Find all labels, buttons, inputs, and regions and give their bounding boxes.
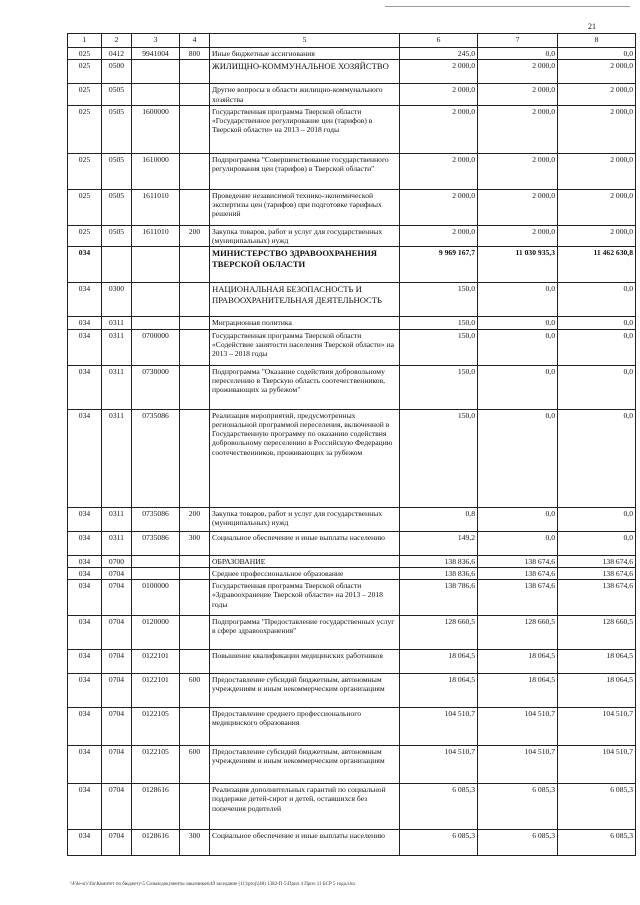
target-article-cell xyxy=(132,283,180,317)
table-row xyxy=(68,283,636,317)
target-article-cell xyxy=(132,555,180,567)
amount-2016-cell: 18 064,5 xyxy=(558,674,636,708)
target-article-cell xyxy=(132,567,180,579)
name-cell: Миграционная политика xyxy=(210,317,400,329)
table-body xyxy=(68,48,636,856)
amount-2015-cell: 138 674,6 xyxy=(478,567,558,579)
table-row xyxy=(68,48,636,60)
amount-2016-cell: 2 000,0 xyxy=(558,153,636,189)
name-cell: Реализация дополнительных гарантий по социальной поддержке детей-сирот и детей, оставшихся без попечения родителей xyxy=(210,784,400,830)
name-cell: Среднее профессиональное образование xyxy=(210,567,400,579)
amount-2015-cell: 0,0 xyxy=(478,531,558,555)
target-article-cell: 0700000 xyxy=(132,329,180,365)
ministry-code-cell: 034 xyxy=(68,580,102,616)
section-code-cell: 0412 xyxy=(102,48,132,60)
ministry-code-cell: 025 xyxy=(68,153,102,189)
target-article-cell: 0735086 xyxy=(132,507,180,531)
expense-type-cell xyxy=(180,84,210,106)
table-row xyxy=(68,329,636,365)
amount-2014-cell: 150,0 xyxy=(400,329,478,365)
section-code-cell: 0704 xyxy=(102,674,132,708)
table-row xyxy=(68,365,636,409)
amount-2014-cell: 18 064,5 xyxy=(400,650,478,674)
target-article-cell: 0122105 xyxy=(132,746,180,784)
name-cell: Проведение независимой технико-экономической экспертизы цен (тарифов) при подготовке тарифных решений xyxy=(210,189,400,225)
amount-2015-cell: 0,0 xyxy=(478,507,558,531)
table-row xyxy=(68,616,636,650)
section-code-cell: 0300 xyxy=(102,283,132,317)
section-code-cell xyxy=(102,247,132,283)
amount-2015-cell: 2 000,0 xyxy=(478,225,558,247)
expense-type-cell xyxy=(180,317,210,329)
table-row xyxy=(68,650,636,674)
section-code-cell: 0505 xyxy=(102,105,132,153)
name-cell: Реализация мероприятий, предусмотренных региональной программой переселения, включенной в Государственную программу по оказанию содействия добровольному переселению в Российскую Федерацию соотечественников, проживающих за рубежом xyxy=(210,409,400,507)
expense-type-cell: 200 xyxy=(180,225,210,247)
target-article-cell: 0122101 xyxy=(132,650,180,674)
expense-type-cell xyxy=(180,555,210,567)
target-article-cell: 0735086 xyxy=(132,531,180,555)
col-header: 1 xyxy=(68,34,102,48)
name-cell: Подпрограмма "Предоставление государственных услуг в сфере здравоохранения" xyxy=(210,616,400,650)
target-article-cell: 1600000 xyxy=(132,105,180,153)
ministry-code-cell: 025 xyxy=(68,189,102,225)
budget-table xyxy=(67,33,636,856)
ministry-code-cell: 034 xyxy=(68,283,102,317)
ministry-code-cell: 025 xyxy=(68,84,102,106)
expense-type-cell: 200 xyxy=(180,507,210,531)
amount-2016-cell: 2 000,0 xyxy=(558,189,636,225)
target-article-cell xyxy=(132,60,180,84)
expense-type-cell xyxy=(180,708,210,746)
amount-2016-cell: 138 674,6 xyxy=(558,567,636,579)
amount-2014-cell: 0,8 xyxy=(400,507,478,531)
section-code-cell: 0505 xyxy=(102,225,132,247)
ministry-code-cell: 034 xyxy=(68,746,102,784)
table-row xyxy=(68,84,636,106)
amount-2015-cell: 18 064,5 xyxy=(478,674,558,708)
amount-2014-cell: 104 510,7 xyxy=(400,708,478,746)
amount-2015-cell: 138 674,6 xyxy=(478,580,558,616)
section-code-cell: 0700 xyxy=(102,555,132,567)
amount-2015-cell: 6 085,3 xyxy=(478,784,558,830)
name-cell: Повышение квалификации медицинских работников xyxy=(210,650,400,674)
table-row xyxy=(68,189,636,225)
amount-2014-cell: 138 836,6 xyxy=(400,567,478,579)
amount-2016-cell: 0,0 xyxy=(558,48,636,60)
table-row xyxy=(68,507,636,531)
table-row xyxy=(68,674,636,708)
name-cell: Иные бюджетные ассигнования xyxy=(210,48,400,60)
amount-2014-cell: 2 000,0 xyxy=(400,105,478,153)
section-code-cell: 0505 xyxy=(102,153,132,189)
name-cell: Другие вопросы в области жилищно-коммунального хозяйства xyxy=(210,84,400,106)
amount-2015-cell: 0,0 xyxy=(478,283,558,317)
table-row xyxy=(68,784,636,830)
amount-2015-cell: 104 510,7 xyxy=(478,708,558,746)
ministry-code-cell: 034 xyxy=(68,329,102,365)
amount-2014-cell: 150,0 xyxy=(400,409,478,507)
amount-2016-cell: 104 510,7 xyxy=(558,746,636,784)
target-article-cell: 1611010 xyxy=(132,225,180,247)
target-article-cell xyxy=(132,247,180,283)
amount-2015-cell: 11 030 935,3 xyxy=(478,247,558,283)
amount-2016-cell: 0,0 xyxy=(558,283,636,317)
table-row xyxy=(68,247,636,283)
col-header: 8 xyxy=(558,34,636,48)
file-path-footer: \\File-srv\fin\Комитет по бюджету\5 Созыв\документы заказчиков\49 заседание (11)\proj\(48) 1382-П-5\Прил 4 Прил 11 БСР 5 года.xlsx xyxy=(70,882,356,887)
amount-2015-cell: 6 085,3 xyxy=(478,830,558,856)
amount-2016-cell: 6 085,3 xyxy=(558,830,636,856)
table-row xyxy=(68,409,636,507)
col-header: 2 xyxy=(102,34,132,48)
amount-2014-cell: 6 085,3 xyxy=(400,784,478,830)
ministry-code-cell: 034 xyxy=(68,784,102,830)
amount-2015-cell: 2 000,0 xyxy=(478,84,558,106)
expense-type-cell xyxy=(180,189,210,225)
amount-2015-cell: 104 510,7 xyxy=(478,746,558,784)
table-row xyxy=(68,580,636,616)
amount-2016-cell: 0,0 xyxy=(558,365,636,409)
section-code-cell: 0500 xyxy=(102,60,132,84)
ministry-code-cell: 034 xyxy=(68,507,102,531)
name-cell: Государственная программа Тверской области «Государственное регулирование цен (тарифов) в Тверской области» на 2013 – 2018 годы xyxy=(210,105,400,153)
amount-2016-cell: 0,0 xyxy=(558,409,636,507)
target-article-cell: 0128616 xyxy=(132,830,180,856)
ministry-code-cell: 034 xyxy=(68,650,102,674)
ministry-code-cell: 034 xyxy=(68,317,102,329)
name-cell: НАЦИОНАЛЬНАЯ БЕЗОПАСНОСТЬ И ПРАВООХРАНИТЕЛЬНАЯ ДЕЯТЕЛЬНОСТЬ xyxy=(210,283,400,317)
section-code-cell: 0505 xyxy=(102,84,132,106)
name-cell: Предоставление субсидий бюджетным, автономным учреждениям и иным некоммерческим организациям xyxy=(210,746,400,784)
table-row xyxy=(68,531,636,555)
amount-2014-cell: 150,0 xyxy=(400,365,478,409)
amount-2015-cell: 18 064,5 xyxy=(478,650,558,674)
amount-2014-cell: 138 836,6 xyxy=(400,555,478,567)
col-header: 5 xyxy=(210,34,400,48)
name-cell: ЖИЛИЩНО-КОММУНАЛЬНОЕ ХОЗЯЙСТВО xyxy=(210,60,400,84)
page-number: 21 xyxy=(588,22,596,31)
amount-2015-cell: 128 660,5 xyxy=(478,616,558,650)
table-row xyxy=(68,60,636,84)
name-cell: Предоставление субсидий бюджетным, автономным учреждениям и иным некоммерческим организациям xyxy=(210,674,400,708)
ministry-code-cell: 025 xyxy=(68,105,102,153)
expense-type-cell: 600 xyxy=(180,746,210,784)
ministry-code-cell: 034 xyxy=(68,555,102,567)
ministry-code-cell: 034 xyxy=(68,409,102,507)
table-row xyxy=(68,317,636,329)
section-code-cell: 0311 xyxy=(102,531,132,555)
ministry-code-cell: 034 xyxy=(68,830,102,856)
expense-type-cell: 800 xyxy=(180,48,210,60)
section-code-cell: 0704 xyxy=(102,580,132,616)
amount-2015-cell: 0,0 xyxy=(478,317,558,329)
name-cell: ОБРАЗОВАНИЕ xyxy=(210,555,400,567)
expense-type-cell xyxy=(180,567,210,579)
amount-2016-cell: 104 510,7 xyxy=(558,708,636,746)
section-code-cell: 0505 xyxy=(102,189,132,225)
amount-2016-cell: 138 674,6 xyxy=(558,580,636,616)
amount-2014-cell: 2 000,0 xyxy=(400,189,478,225)
amount-2015-cell: 2 000,0 xyxy=(478,189,558,225)
ministry-code-cell: 025 xyxy=(68,225,102,247)
section-code-cell: 0311 xyxy=(102,507,132,531)
amount-2015-cell: 138 674,6 xyxy=(478,555,558,567)
name-cell: Государственная программа Тверской области «Здравоохранение Тверской области» на 2013 – 2018 годы xyxy=(210,580,400,616)
amount-2016-cell: 2 000,0 xyxy=(558,60,636,84)
ministry-code-cell: 034 xyxy=(68,708,102,746)
name-cell: Социальное обеспечение и иные выплаты населению xyxy=(210,830,400,856)
expense-type-cell: 300 xyxy=(180,830,210,856)
target-article-cell: 1610000 xyxy=(132,153,180,189)
expense-type-cell xyxy=(180,247,210,283)
amount-2014-cell: 150,0 xyxy=(400,317,478,329)
name-cell: Подпрограмма "Совершенствование государственного регулирования цен (тарифов) в Тверской области" xyxy=(210,153,400,189)
amount-2016-cell: 2 000,0 xyxy=(558,84,636,106)
ministry-code-cell: 034 xyxy=(68,365,102,409)
amount-2014-cell: 128 660,5 xyxy=(400,616,478,650)
expense-type-cell xyxy=(180,365,210,409)
section-code-cell: 0704 xyxy=(102,784,132,830)
target-article-cell: 0122105 xyxy=(132,708,180,746)
expense-type-cell xyxy=(180,105,210,153)
target-article-cell: 0122101 xyxy=(132,674,180,708)
amount-2014-cell: 6 085,3 xyxy=(400,830,478,856)
name-cell: Государственная программа Тверской области «Содействие занятости населения Тверской области» на 2013 – 2018 годы xyxy=(210,329,400,365)
amount-2016-cell: 11 462 630,8 xyxy=(558,247,636,283)
amount-2014-cell: 18 064,5 xyxy=(400,674,478,708)
amount-2014-cell: 245,0 xyxy=(400,48,478,60)
amount-2014-cell: 104 510,7 xyxy=(400,746,478,784)
section-code-cell: 0311 xyxy=(102,365,132,409)
amount-2016-cell: 128 660,5 xyxy=(558,616,636,650)
target-article-cell: 1611010 xyxy=(132,189,180,225)
amount-2015-cell: 0,0 xyxy=(478,329,558,365)
section-code-cell: 0704 xyxy=(102,616,132,650)
amount-2016-cell: 0,0 xyxy=(558,507,636,531)
ministry-code-cell: 034 xyxy=(68,247,102,283)
expense-type-cell xyxy=(180,784,210,830)
amount-2016-cell: 2 000,0 xyxy=(558,105,636,153)
col-header: 7 xyxy=(478,34,558,48)
name-cell: Социальное обеспечение и иные выплаты населению xyxy=(210,531,400,555)
amount-2014-cell: 9 969 167,7 xyxy=(400,247,478,283)
name-cell: МИНИСТЕРСТВО ЗДРАВООХРАНЕНИЯ ТВЕРСКОЙ ОБЛАСТИ xyxy=(210,247,400,283)
amount-2016-cell: 138 674,6 xyxy=(558,555,636,567)
amount-2016-cell: 0,0 xyxy=(558,329,636,365)
target-article-cell: 0730000 xyxy=(132,365,180,409)
top-rule xyxy=(385,6,630,7)
table-row xyxy=(68,105,636,153)
expense-type-cell xyxy=(180,409,210,507)
table-row xyxy=(68,830,636,856)
target-article-cell: 0128616 xyxy=(132,784,180,830)
target-article-cell xyxy=(132,317,180,329)
ministry-code-cell: 034 xyxy=(68,567,102,579)
name-cell: Закупка товаров, работ и услуг для государственных (муниципальных) нужд xyxy=(210,225,400,247)
expense-type-cell xyxy=(180,616,210,650)
amount-2016-cell: 0,0 xyxy=(558,317,636,329)
amount-2016-cell: 6 085,3 xyxy=(558,784,636,830)
table-row xyxy=(68,708,636,746)
amount-2014-cell: 2 000,0 xyxy=(400,60,478,84)
target-article-cell xyxy=(132,84,180,106)
ministry-code-cell: 034 xyxy=(68,674,102,708)
table-row xyxy=(68,555,636,567)
amount-2015-cell: 0,0 xyxy=(478,409,558,507)
amount-2014-cell: 2 000,0 xyxy=(400,153,478,189)
col-header: 4 xyxy=(180,34,210,48)
col-header: 3 xyxy=(132,34,180,48)
section-code-cell: 0704 xyxy=(102,708,132,746)
expense-type-cell xyxy=(180,650,210,674)
table-header-row xyxy=(68,34,636,48)
ministry-code-cell: 025 xyxy=(68,60,102,84)
section-code-cell: 0311 xyxy=(102,317,132,329)
amount-2014-cell: 150,0 xyxy=(400,283,478,317)
amount-2015-cell: 2 000,0 xyxy=(478,105,558,153)
section-code-cell: 0311 xyxy=(102,329,132,365)
expense-type-cell xyxy=(180,283,210,317)
expense-type-cell xyxy=(180,153,210,189)
table-row xyxy=(68,746,636,784)
amount-2014-cell: 138 786,6 xyxy=(400,580,478,616)
amount-2016-cell: 18 064,5 xyxy=(558,650,636,674)
section-code-cell: 0311 xyxy=(102,409,132,507)
table-row xyxy=(68,153,636,189)
amount-2014-cell: 2 000,0 xyxy=(400,84,478,106)
amount-2016-cell: 2 000,0 xyxy=(558,225,636,247)
ministry-code-cell: 034 xyxy=(68,531,102,555)
amount-2014-cell: 2 000,0 xyxy=(400,225,478,247)
col-header: 6 xyxy=(400,34,478,48)
section-code-cell: 0704 xyxy=(102,746,132,784)
expense-type-cell xyxy=(180,580,210,616)
table-row xyxy=(68,225,636,247)
amount-2015-cell: 2 000,0 xyxy=(478,153,558,189)
name-cell: Предоставление среднего профессионального медицинского образования xyxy=(210,708,400,746)
expense-type-cell: 600 xyxy=(180,674,210,708)
table-row xyxy=(68,567,636,579)
section-code-cell: 0704 xyxy=(102,567,132,579)
target-article-cell: 9941004 xyxy=(132,48,180,60)
name-cell: Подпрограмма "Оказание содействия добровольному переселению в Тверскую область соотечественников, проживающих за рубежом" xyxy=(210,365,400,409)
target-article-cell: 0120000 xyxy=(132,616,180,650)
amount-2015-cell: 2 000,0 xyxy=(478,60,558,84)
section-code-cell: 0704 xyxy=(102,650,132,674)
expense-type-cell: 300 xyxy=(180,531,210,555)
ministry-code-cell: 025 xyxy=(68,48,102,60)
amount-2015-cell: 0,0 xyxy=(478,48,558,60)
ministry-code-cell: 034 xyxy=(68,616,102,650)
target-article-cell: 0735086 xyxy=(132,409,180,507)
name-cell: Закупка товаров, работ и услуг для государственных (муниципальных) нужд xyxy=(210,507,400,531)
amount-2015-cell: 0,0 xyxy=(478,365,558,409)
section-code-cell: 0704 xyxy=(102,830,132,856)
expense-type-cell xyxy=(180,60,210,84)
amount-2016-cell: 0,0 xyxy=(558,531,636,555)
target-article-cell: 0100000 xyxy=(132,580,180,616)
amount-2014-cell: 149,2 xyxy=(400,531,478,555)
expense-type-cell xyxy=(180,329,210,365)
